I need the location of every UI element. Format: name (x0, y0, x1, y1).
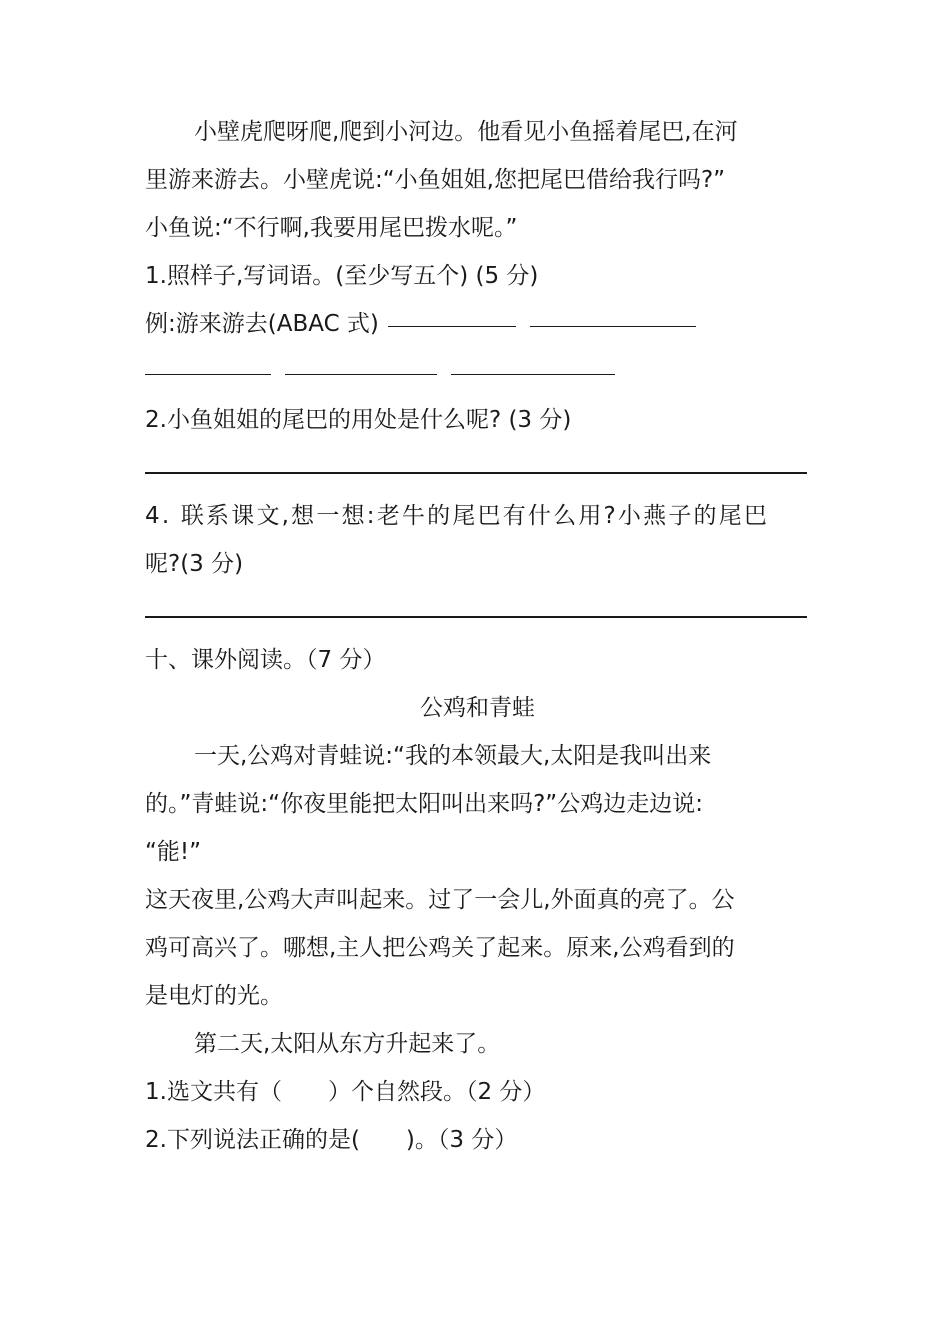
section-10-heading: 十、课外阅读。（7 分） (145, 647, 386, 673)
worksheet-page (145, 108, 810, 1164)
story-p2-line-3: 是电灯的光。 (145, 983, 283, 1009)
question-1-example: 例:游来游去(ABAC 式) (145, 311, 379, 337)
story-p1-line-3: “能!” (145, 839, 202, 865)
question-4-line-2: 呢?(3 分) (145, 551, 244, 577)
answer-blank-2[interactable] (530, 326, 696, 327)
answer-blank-4[interactable] (285, 374, 437, 375)
passage-line-1: 小壁虎爬呀爬,爬到小河边。他看见小鱼摇着尾巴,在河 (194, 119, 738, 145)
question-1-blank-row (145, 348, 810, 396)
story-p1-line-1: 一天,公鸡对青蛙说:“我的本领最大,太阳是我叫出来 (194, 743, 712, 769)
answer-rule (145, 616, 807, 618)
answer-rule (145, 472, 807, 474)
story-title: 公鸡和青蛙 (420, 695, 535, 721)
question-1-title: 1.照样子,写词语。(至少写五个) (5 分) (145, 263, 539, 289)
answer-blank-5[interactable] (451, 374, 615, 375)
question-1-example-row (145, 300, 810, 348)
answer-blank-1[interactable] (388, 326, 516, 327)
passage-line-2: 里游来游去。小壁虎说:“小鱼姐姐,您把尾巴借给我行吗?” (145, 167, 726, 193)
section-10-question-1: 1.选文共有（ ）个自然段。（2 分） (145, 1079, 546, 1105)
story-p2-line-1: 这天夜里,公鸡大声叫起来。过了一会儿,外面真的亮了。公 (145, 887, 735, 913)
question-2-answer-line[interactable] (145, 444, 810, 492)
question-2-title: 2.小鱼姐姐的尾巴的用处是什么呢? (3 分) (145, 407, 572, 433)
section-10-question-2: 2.下列说法正确的是( )。（3 分） (145, 1127, 518, 1153)
question-4-line-1: 4. 联系课文,想一想:老牛的尾巴有什么用?小燕子的尾巴 (145, 503, 770, 529)
question-4-answer-line[interactable] (145, 588, 810, 636)
answer-blank-3[interactable] (145, 374, 271, 375)
story-p1-line-2: 的。”青蛙说:“你夜里能把太阳叫出来吗?”公鸡边走边说: (145, 791, 703, 817)
story-p3-line-1: 第二天,太阳从东方升起来了。 (194, 1031, 501, 1057)
story-p2-line-2: 鸡可高兴了。哪想,主人把公鸡关了起来。原来,公鸡看到的 (145, 935, 735, 961)
passage-line-3: 小鱼说:“不行啊,我要用尾巴拨水呢。” (145, 215, 518, 241)
